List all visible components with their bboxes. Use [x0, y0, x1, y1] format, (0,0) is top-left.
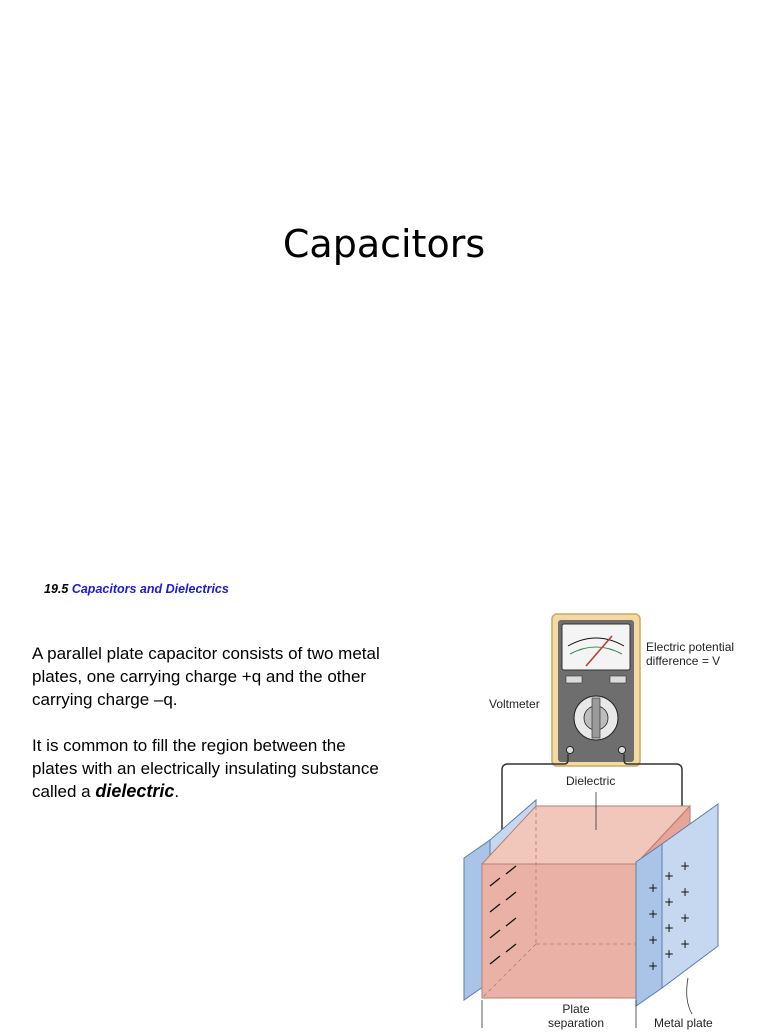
section-number: 19.5 — [44, 582, 69, 596]
svg-text:+: + — [680, 937, 691, 951]
voltmeter — [552, 614, 640, 766]
potential-label-line2: difference = V — [646, 654, 721, 668]
svg-text:+: + — [680, 885, 691, 899]
paragraph-2-prefix: It is common to fill the region between the plates with an electrically insulating substance called a — [32, 736, 379, 801]
svg-text:+: + — [648, 881, 659, 895]
svg-text:+: + — [680, 911, 691, 925]
capacitor-illustration — [456, 608, 756, 1028]
paragraph-2 — [32, 734, 392, 803]
slide-title: Capacitors — [282, 222, 486, 266]
paragraph-2-suffix: . — [174, 782, 180, 801]
content-slide — [0, 560, 768, 1030]
svg-text:+: + — [664, 947, 675, 961]
voltmeter-label: Voltmeter — [489, 697, 540, 711]
svg-text:+: + — [664, 921, 675, 935]
section-reference — [44, 582, 229, 596]
svg-text:+: + — [648, 959, 659, 973]
svg-text:+: + — [648, 907, 659, 921]
svg-text:+: + — [664, 869, 675, 883]
svg-text:+: + — [664, 895, 675, 909]
body-text — [32, 642, 392, 826]
potential-label — [646, 640, 734, 668]
svg-text:+: + — [648, 933, 659, 947]
paragraph-1: A parallel plate capacitor consists of two metal plates, one carrying charge +q and the other carrying charge –q. — [32, 644, 380, 709]
dielectric-term: dielectric — [95, 781, 175, 801]
metal-plate-label: Metal plate — [654, 1016, 713, 1030]
section-name: Capacitors and Dielectrics — [71, 582, 229, 596]
capacitor-figure — [456, 608, 756, 1028]
plate-separation-label: Plate separation — [547, 1002, 605, 1030]
dielectric-label: Dielectric — [566, 774, 616, 788]
potential-label-line1: Electric potential — [646, 640, 735, 654]
svg-text:+: + — [680, 859, 691, 873]
